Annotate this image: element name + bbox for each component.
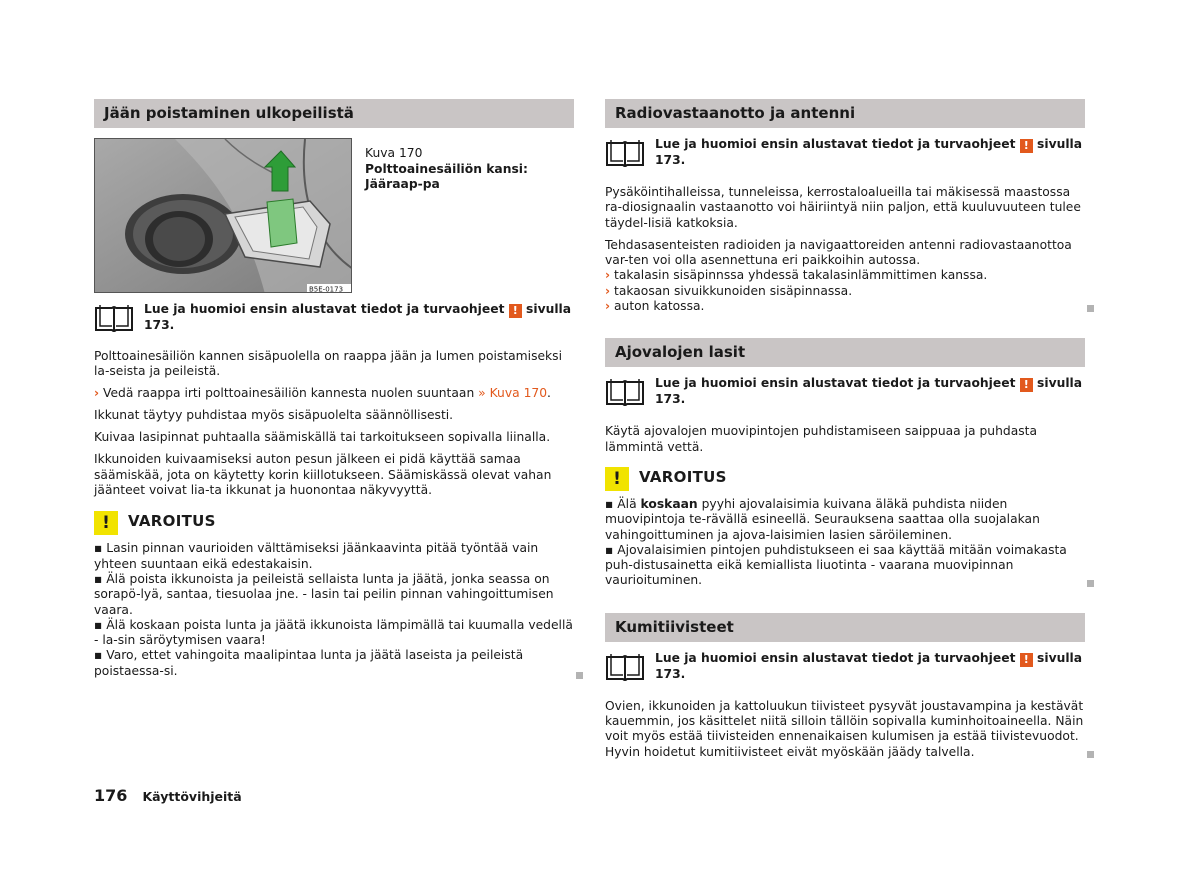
read-first-note [605,136,1085,172]
list-item: › takaosan sivuikkunoiden sisäpinnassa. [605,283,853,298]
left-column [94,99,574,679]
page-footer [94,786,242,805]
warning-item: ▪ Ajovalaisimien pintojen puhdistukseen ei saa käyttää mitään voimakasta puh-distusainetta eikä kemiallista liuotinta - vaarana muovipinnan vaurioituminen. [605,542,1067,588]
read-first-text: Lue ja huomioi ensin alustavat tiedot ja turvaohjeet [144,302,505,316]
fuel-cap-ice-scraper-illustration [94,138,352,293]
section-end-mark [1087,751,1094,758]
paragraph: Pysäköintihalleissa, tunneleissa, kerrostaloalueilla tai mäkisessä maastossa ra-diosignaalin vastaanotto voi häiriintyä niin paljon, että kuuluvuuteen tulee täydel-lisiä katkoksia. [605,185,1081,230]
warning-list [94,541,574,679]
figure-number: Kuva 170 [365,146,423,160]
section-heading-ice-removal: Jään poistaminen ulkopeilistä [94,99,574,128]
warning-item: ▪ Varo, ettet vahingoita maalipintaa lunta ja jäätä laseista ja peileistä poistaessa-si. [94,648,524,678]
seal-care-text [605,699,1085,760]
warning-box [605,467,1085,497]
read-first-page: sivulla 173. [655,650,1083,681]
read-first-page: sivulla 173. [655,376,1083,407]
warning-list [605,497,1085,589]
list-arrow-icon: › [605,283,611,298]
paragraph: Tehdasasenteisten radioiden ja navigaattoreiden antenni radiovastaanottoa var-ten voi olla asennettuna eri paikkoihin autossa. [605,237,1072,268]
section-heading-headlights: Ajovalojen lasit [605,338,1085,367]
section-heading-rubber-seals: Kumitiivisteet [605,613,1085,642]
read-first-text: Lue ja huomioi ensin alustavat tiedot ja turvaohjeet [655,376,1016,391]
book-icon [94,304,134,332]
paragraph: Ikkunoiden kuivaamiseksi auton pesun jälkeen ei pidä käyttää samaa säämiskää, jota on käytetty korin kiillotukseen. Säämiskässä olevat vahan jäänteet voivat lia-ta ikkunat ja huonontaa näkyvyyttä. [94,452,552,498]
list-arrow-icon: › [605,299,611,314]
paragraph: Ovien, ikkunoiden ja kattoluukun tiivisteet pysyvät joustavampina ja kestävät kauemmin, jos käsittelet niitä silloin tällöin sopivalla kuminhoitoaineella. Näin voit myös estää tiivisteiden ennenaikaisen kulumisen ja estää tiivistevuodot. Hyvin hoidetut kumitiivisteet eivät myöskään jäädy talvella. [605,698,1084,759]
figure-link[interactable]: » Kuva 170 [478,385,548,400]
warning-icon: ! [94,511,118,535]
instruction-step: › Vedä raappa irti polttoainesäiliön kannesta nuolen suuntaan » Kuva 170. [94,385,551,400]
step-arrow-icon: › [94,385,100,400]
book-icon [605,653,645,681]
warning-item: ▪ Älä koskaan pyyhi ajovalaisimia kuivana äläkä puhdista niiden muovipintoja te-rävällä esineellä. Seurauksena saattaa olla suojalakan vahingoittuminen ja ajova-laisimien lasien säröileminen. [605,496,1040,542]
warning-box [94,511,574,541]
paragraph: Polttoainesäiliön kannen sisäpuolella on raappa jään ja lumen poistamiseksi la-seista ja peileistä. [94,349,562,379]
read-first-text: Lue ja huomioi ensin alustavat tiedot ja turvaohjeet [655,137,1016,151]
warning-item: ▪ Lasin pinnan vaurioiden välttämiseksi jäänkaavinta pitää työntää vain yhteen suuntaan eikä edestakaisin. [94,541,539,571]
figure-caption [365,146,565,193]
figure-title: Polttoainesäiliön kansi: Jääraap-pa [365,161,528,191]
warning-icon: ! [605,467,629,491]
figure-170 [94,138,574,295]
page-number: 176 [94,786,128,805]
read-first-page: sivulla 173. [144,302,572,332]
warning-title: VAROITUS [128,512,216,531]
section-end-mark [576,672,583,679]
read-first-note [94,301,574,337]
book-icon [605,378,645,406]
warning-item: ▪ Älä koskaan poista lunta ja jäätä ikkunoista lämpimällä tai kuumalla vedellä - la-sin säröytymisen vaara! [94,617,573,648]
list-item: › auton katossa. [605,299,705,314]
read-first-note [605,375,1085,411]
section-end-mark [1087,580,1094,587]
read-first-note [605,650,1085,686]
book-icon [605,139,645,167]
chapter-title: Käyttövihjeitä [142,789,242,804]
warning-title: VAROITUS [639,467,727,486]
paragraph: Käytä ajovalojen muovipintojen puhdistamiseen saippuaa ja puhdasta lämmintä vettä. [605,424,1037,454]
warning-exclamation-icon: ! [1020,139,1033,153]
warning-item: ▪ Älä poista ikkunoista ja peileistä sellaista lunta ja jäätä, jonka seassa on sorapö-lyä, santaa, tiesuolaa jne. - lasin tai peilin pinnan vahingoittumisen vaara. [94,571,554,617]
warning-exclamation-icon: ! [509,304,522,318]
warning-exclamation-icon: ! [1020,378,1033,392]
list-arrow-icon: › [605,268,611,283]
list-item: › takalasin sisäpinnssa yhdessä takalasinlämmittimen kanssa. [605,268,988,283]
antenna-location-list [605,268,1085,314]
paragraph: Ikkunat täytyy puhdistaa myös sisäpuolelta säännöllisesti. [94,407,454,422]
section-heading-radio: Radiovastaanotto ja antenni [605,99,1085,128]
read-first-text: Lue ja huomioi ensin alustavat tiedot ja turvaohjeet [655,650,1016,665]
read-first-page: sivulla 173. [655,137,1083,167]
right-column [605,99,1085,760]
figure-code: B5E-0173 [309,285,344,293]
section-end-mark [1087,305,1094,312]
warning-exclamation-icon: ! [1020,653,1033,667]
paragraph: Kuivaa lasipinnat puhtaalla säämiskällä tai tarkoitukseen sopivalla liinalla. [94,430,551,445]
